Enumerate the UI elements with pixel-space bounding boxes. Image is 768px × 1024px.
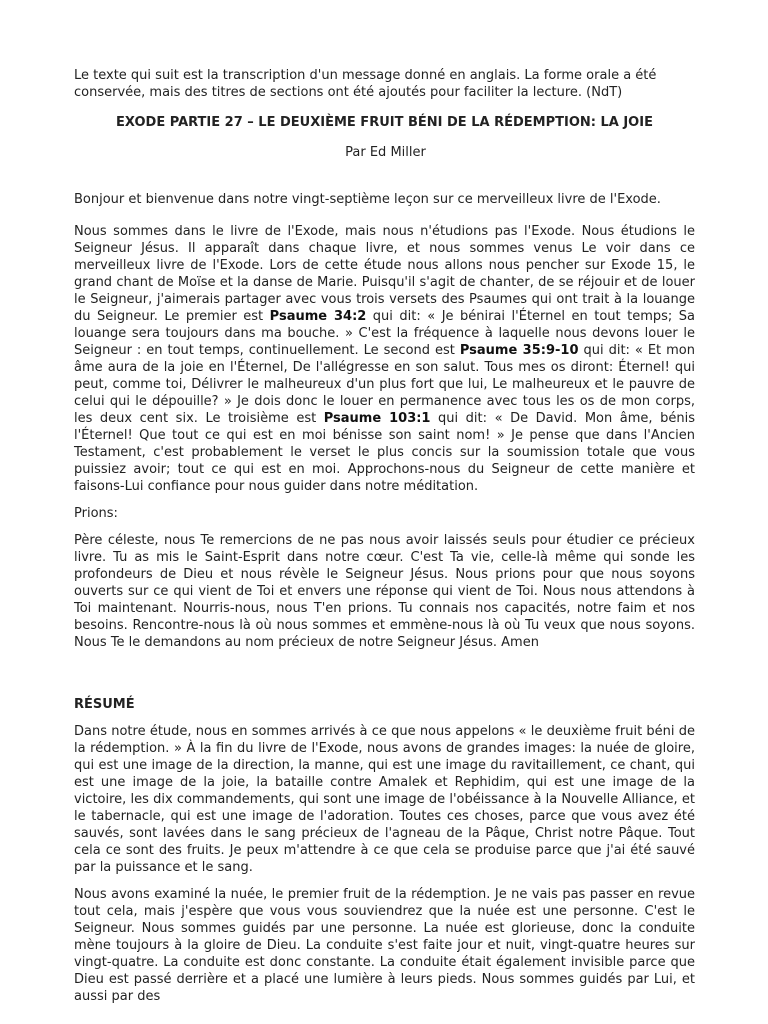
summary-paragraph: Dans notre étude, nous en sommes arrivés à ce que nous appelons « le deuxième fruit béni de la rédemption. » À la fin du livre de l'Exode, nous avons de grandes images: la nuée de gloire, qui est une image de la direction, la manne, qui est une image du ravitaillement, ce chant, qui est une image de la joie, la bataille contre Amalek et Rephidim, qui est une image de la victoire, les dix commandements, qui sont une image de l'obéissance à la Nouvelle Alliance, et le tabernacle, qui est une image de l'adoration. Toutes ces choses, parce que vous avez été sauvés, sont lavées dans le sang précieux de l'agneau de la Pâque, Christ notre Pâque. Tout cela ce sont des fruits. Je peux m'attendre à ce que cela se produise parce que j'ai été sauvé par la puissance et le sang.	[74, 724, 695, 875]
section-heading-resume: RÉSUMÉ	[74, 697, 135, 712]
paragraph-text: qui dit: « Et mon âme aura de la joie en l'Éternel, De l'allégresse en son salut. Tous mes os diront: Éternel! qui peut, comme toi, Délivrer le malheureux d'un plus fort que lui, Le malheureux et le pauvre de celui qui le dépouille? » Je dois donc le louer en permanence avec tous les os de mon corps, les deux cent six. Le troisième est	[74, 343, 695, 426]
author-line: Par Ed Miller	[345, 145, 426, 160]
paragraph-text: qui dit: « De David. Mon âme, bénis l'Éternel! Que tout ce qui est en moi bénisse son saint nom! » Je pense que dans l'Ancien Testament, c'est probablement le verset le plus concis sur la soumission totale que vous puissiez avoir; tout ce qui est en moi. Approchons-nous du Seigneur de cette manière et faisons-Lui confiance pour nous guider dans notre méditation.	[74, 411, 695, 494]
prayer-intro: Prions:	[74, 506, 118, 521]
paragraph-text: qui dit: « Je bénirai l'Éternel en tout temps; Sa louange sera toujours dans ma bouche. » C'est la fréquence à laquelle nous devons louer le Seigneur : en tout temps, continuellement. Le second est	[74, 309, 695, 358]
document-title: EXODE PARTIE 27 – LE DEUXIÈME FRUIT BÉNI DE LA RÉDEMPTION: LA JOIE	[116, 115, 653, 130]
scripture-reference: Psaume 103:1	[323, 411, 431, 426]
paragraph-text: Nous sommes dans le livre de l'Exode, mais nous n'étudions pas l'Exode. Nous étudions le Seigneur Jésus. Il apparaît dans chaque livre, et nous sommes venus Le voir dans ce merveilleux livre de l'Exode. Lors de cette étude nous allons nous pencher sur Exode 15, le grand chant de Moïse et la danse de Marie. Puisqu'il s'agit de chanter, de se réjouir et de louer le Seigneur, j'aimerais partager avec vous trois versets des Psaumes qui ont trait à la louange du Seigneur. Le premier est	[74, 224, 695, 324]
prayer-paragraph: Père céleste, nous Te remercions de ne pas nous avoir laissés seuls pour étudier ce précieux livre. Tu as mis le Saint-Esprit dans notre cœur. C'est Ta vie, celle-là même qui sonde les profondeurs de Dieu et nous révèle le Seigneur Jésus. Nous prions pour que nous soyons ouverts sur ce qui vient de Toi et envers une réponse qui vient de Toi. Nous nous attendons à Toi maintenant. Nourris-nous, nous T'en prions. Tu connais nos capacités, notre faim et nos besoins. Rencontre-nous là où nous sommes et emmène-nous là où Tu veux que nous soyons. Nous Te le demandons au nom précieux de notre Seigneur Jésus. Amen	[74, 533, 695, 650]
translator-note: Le texte qui suit est la transcription d'un message donné en anglais. La forme orale a été conservée, mais des titres de sections ont été ajoutés pour faciliter la lecture. (NdT)	[74, 68, 657, 100]
scripture-reference: Psaume 35:9-10	[459, 343, 579, 358]
welcome-paragraph: Bonjour et bienvenue dans notre vingt-septième leçon sur ce merveilleux livre de l'Exode.	[74, 192, 661, 207]
scripture-reference: Psaume 34:2	[269, 309, 367, 324]
summary-paragraph-2: Nous avons examiné la nuée, le premier fruit de la rédemption. Je ne vais pas passer en revue tout cela, mais j'espère que vous vous souviendrez que la nuée est une personne. C'est le Seigneur. Nous sommes guidés par une personne. La nuée est glorieuse, donc la conduite mène toujours à la gloire de Dieu. La conduite s'est faite jour et nuit, vingt-quatre heures sur vingt-quatre. La conduite est donc constante. La conduite était également invisible parce que Dieu est passé derrière et a placé une lumière à leurs pieds. Nous sommes guidés par Lui, et aussi par des	[74, 887, 695, 1004]
intro-paragraph	[74, 223, 695, 495]
